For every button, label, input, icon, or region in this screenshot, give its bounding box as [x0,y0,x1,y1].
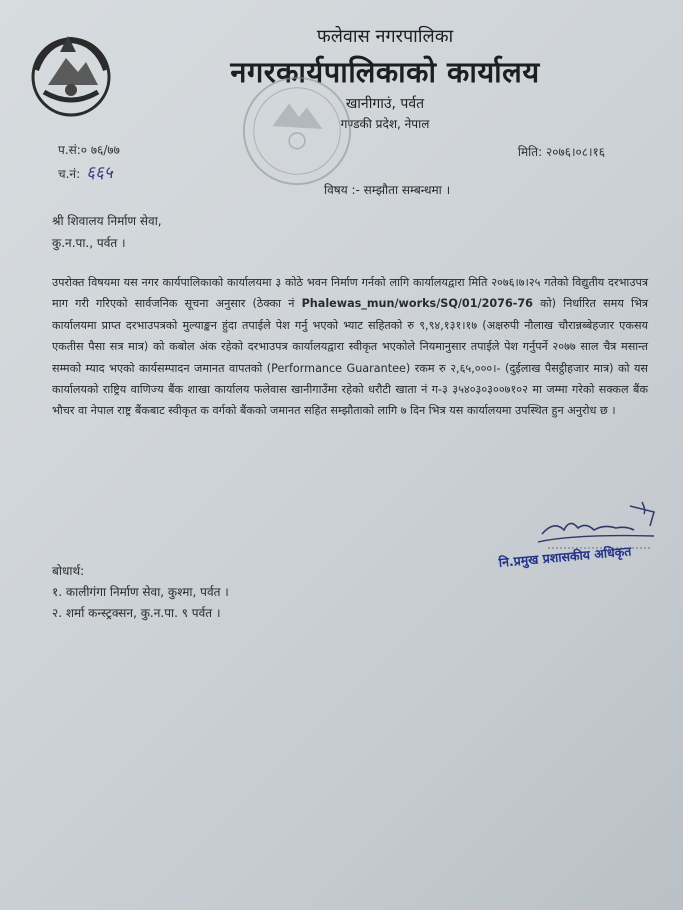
contract-number: Phalewas_mun/works/SQ/01/2076-76 [301,297,533,311]
chalani-handwritten-value: ६६५ [86,163,113,183]
chalani-number [58,160,113,183]
cc-label: बोधार्थ: [52,564,85,578]
office-province: गण्डकी प्रदेश, नेपाल [340,117,430,131]
cc-item: २. शर्मा कन्स्ट्रक्सन, कु.न.पा. ९ पर्वत । [52,606,221,620]
letter-body [52,272,648,422]
signatory-title: नि.प्रमुख प्रशासकीय अधिकृत [498,543,632,570]
nepal-government-emblem-icon [26,30,116,120]
office-title: नगरकार्यपालिकाको कार्यालय [230,55,540,89]
chalani-label: च.नं: [58,167,81,181]
recipient-address: कु.न.पा., पर्वत । [52,236,126,250]
body-part-1: उपरोक्त विषयमा यस नगर कार्यपालिकाको कार्यालयमा ३ कोठे भवन निर्माण गर्नको लागि कार्यालयद्वारा मिति २०७६।७।२५ गतेको विद्युतीय दरभाउपत्र माग गरी गरिएको सार्वजनिक सूचना अनुसार (ठेक्का नं [52,276,648,311]
cc-item: १. कालीगंगा निर्माण सेवा, कुश्मा, पर्वत । [52,585,229,599]
body-part-2: को) निर्धारित समय भित्र कार्यालयमा प्राप्त दरभाउपत्रको मुल्याङ्कन हुंदा तपाईले पेश गर्नु भएको भ्याट सहितको रु ९,९४,१३१।१७ (अक्षरुपी नौलाख चौरान्नब्बेहजार एकसय एकतीस पैसा सत्र मात्र) को कबोल अंक रहेको दरभाउपत्र कार्यालयद्वारा स्वीकृत भएकोले नियमानुसार तपाईले पेश गर्नुपर्ने २०७७ साल चैत्र मसान्त सम्मको म्याद भएको कार्यसम्पादन जमानत वापतको (Performance Guarantee) रकम रु २,६५,०००।- (दुईलाख पैसट्ठीहजार मात्र) को यस कार्यालयको राष्ट्रिय वाणिज्य बैंक शाखा कार्यालय फलेवास खानीगाउँमा रहेको धरौटी खाता नं ग-३ ३५४०३०३००७१०२ मा जम्मा गरेको सक्कल बैंक भौचर वा नेपाल राष्ट्र बैंकबाट स्वीकृत क वर्गको बैंकको जमानत सहित सम्झौताको लागि ७ दिन भित्र यस कार्यालयमा उपस्थित हुन अनुरोध छ । [52,297,648,418]
municipality-name: फलेवास नगरपालिका [316,26,454,47]
office-location: खानीगाउं, पर्वत [345,96,425,112]
letter-subject: विषय :- सम्झौता सम्बन्धमा । [324,183,451,197]
letter-date: मिति: २०७६।०८।१६ [517,145,605,159]
office-seal-stamp [238,72,356,190]
recipient-name: श्री शिवालय निर्माण सेवा, [52,214,162,228]
patra-sankhya: प.सं:० ७६/७७ [58,143,120,157]
